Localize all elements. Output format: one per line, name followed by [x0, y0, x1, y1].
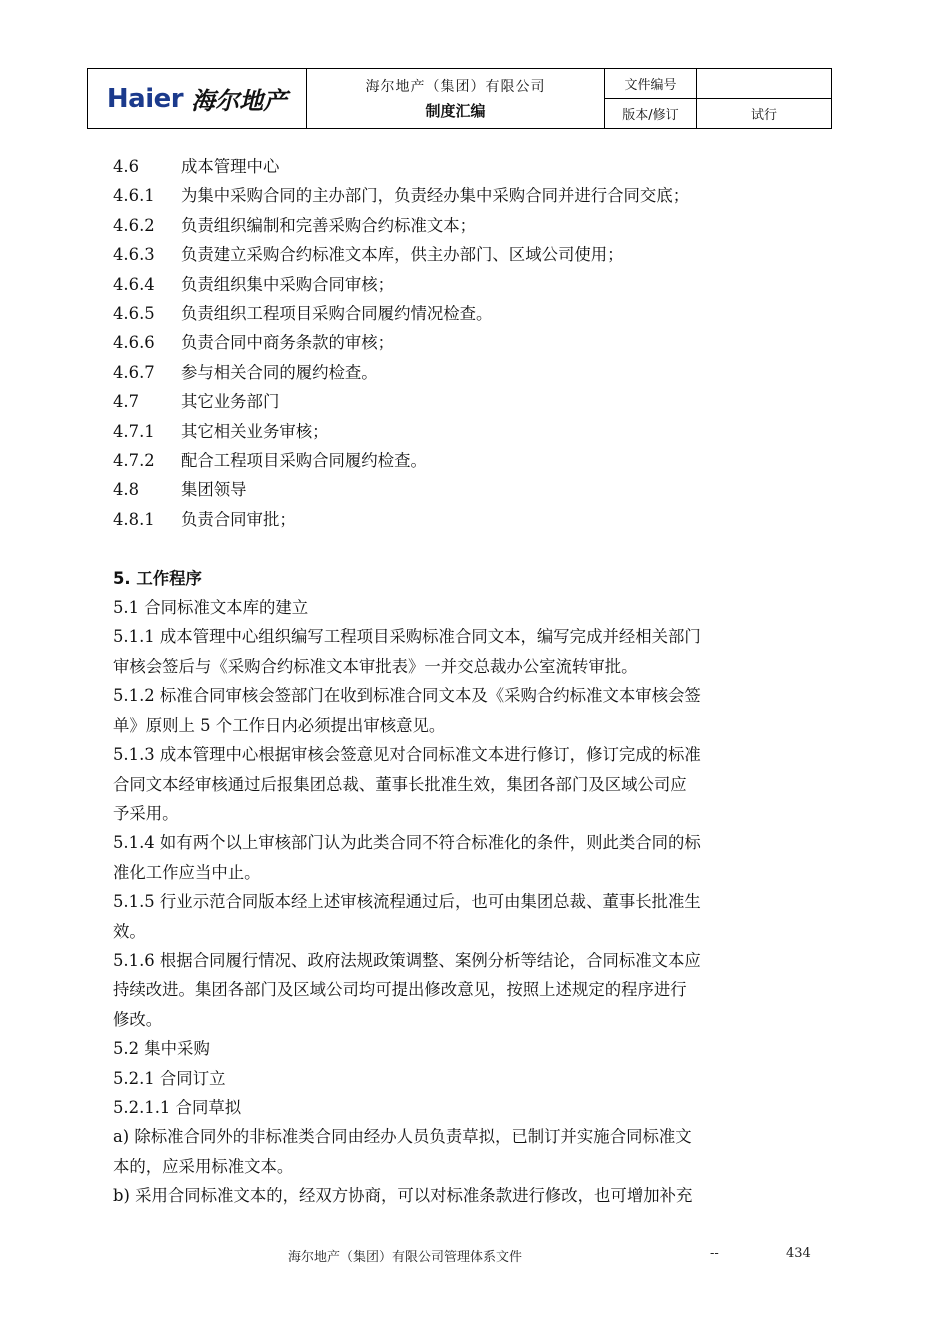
- clause-text: 为集中采购合同的主办部门，负责经办集中采购合同并进行合同交底；: [181, 186, 690, 206]
- logo-chinese: 海尔地产: [191, 87, 288, 115]
- clause-row: [113, 505, 813, 534]
- logo-cell: [88, 69, 307, 129]
- body-line: 5.1.1 成本管理中心组织编写工程项目采购标准合同文本，编写完成并经相关部门: [113, 627, 701, 647]
- clause-row: [113, 181, 813, 210]
- company-cell: [307, 69, 605, 129]
- body-line: 审核会签后与《采购合约标准文本审批表》一并交总裁办公室流转审批。: [113, 656, 638, 676]
- clause-number: 4.6.2: [113, 215, 155, 235]
- clause-text: 参与相关合同的履约检查。: [181, 362, 378, 382]
- clause-number: 4.6.1: [113, 186, 155, 206]
- logo-english: Haier: [106, 83, 184, 114]
- file-number-value: [697, 69, 832, 99]
- clause-text: 其它业务部门: [181, 392, 280, 412]
- clause-number: 4.6.4: [113, 274, 155, 294]
- body-line: a) 除标准合同外的非标准类合同由经办人员负责草拟，已制订并实施合同标准文: [113, 1127, 692, 1147]
- document-header: [87, 68, 832, 129]
- body-line: 本的，应采用标准文本。: [113, 1156, 294, 1176]
- version-value: 试行: [697, 99, 832, 129]
- clause-row: [113, 475, 813, 504]
- clause-number: 4.6.6: [113, 333, 155, 353]
- body-line: 5.2.1.1 合同草拟: [113, 1097, 242, 1117]
- clause-row: [113, 328, 813, 357]
- haier-logo: [88, 81, 306, 116]
- page-number: 434: [786, 1246, 811, 1261]
- clause-text: 负责组织集中采购合同审核；: [181, 274, 395, 294]
- clause-number: 4.6: [113, 157, 140, 176]
- clause-text: 成本管理中心: [181, 157, 280, 176]
- clause-number: 4.7: [113, 392, 140, 412]
- clause-text: 负责组织工程项目采购合同履约情况检查。: [181, 304, 493, 324]
- body-line: 准化工作应当中止。: [113, 862, 261, 882]
- clause-row: [113, 299, 813, 328]
- clause-text: 负责合同审批；: [181, 509, 296, 529]
- body-line: 单》原则上 5 个工作日内必须提出审核意见。: [113, 715, 446, 735]
- body-line: 5.1.5 行业示范合同版本经上述审核流程通过后，也可由集团总裁、董事长批准生: [113, 892, 701, 912]
- document-body: [113, 152, 813, 1211]
- clause-text: 负责建立采购合约标准文本库，供主办部门、区域公司使用；: [181, 245, 624, 265]
- body-line: 修改。: [113, 1009, 163, 1029]
- company-name: 海尔地产（集团）有限公司: [365, 79, 546, 95]
- clause-number: 4.7.1: [113, 421, 155, 441]
- body-line: 5.2.1 合同订立: [113, 1068, 226, 1088]
- body-line: 持续改进。集团各部门及区域公司均可提出修改意见，按照上述规定的程序进行: [113, 980, 687, 1000]
- body-line: 5.1.4 如有两个以上审核部门认为此类合同不符合标准化的条件，则此类合同的标: [113, 833, 701, 853]
- clause-text: 负责组织编制和完善采购合约标准文本；: [181, 215, 477, 235]
- clause-number: 4.8.1: [113, 509, 155, 529]
- clause-number: 4.6.3: [113, 245, 155, 265]
- footer-title: 海尔地产（集团）有限公司管理体系文件: [288, 1250, 523, 1265]
- clause-row: [113, 446, 813, 475]
- clause-row: [113, 211, 813, 240]
- body-line: 效。: [113, 921, 146, 941]
- clause-row: [113, 358, 813, 387]
- body-line: 5.2 集中采购: [113, 1039, 210, 1059]
- file-number-label: 文件编号: [605, 69, 697, 99]
- body-line: 5.1.3 成本管理中心根据审核会签意见对合同标准文本进行修订，修订完成的标准: [113, 745, 701, 765]
- clause-number: 4.6.5: [113, 304, 155, 324]
- clause-number: 4.6.7: [113, 362, 155, 382]
- clause-row: [113, 270, 813, 299]
- clause-text: 集团领导: [181, 480, 247, 500]
- body-line: 5.1.2 标准合同审核会签部门在收到标准合同文本及《采购合约标准文本审核会签: [113, 686, 701, 706]
- clause-number: 4.8: [113, 480, 140, 500]
- body-line: 予采用。: [113, 803, 179, 823]
- clause-row: [113, 152, 813, 181]
- clause-row: [113, 240, 813, 269]
- document-subtitle: 制度汇编: [425, 102, 486, 120]
- body-line: b) 采用合同标准文本的，经双方协商，可以对标准条款进行修改，也可增加补充: [113, 1186, 693, 1206]
- clause-text: 配合工程项目采购合同履约检查。: [181, 451, 427, 471]
- version-label: 版本/修订: [605, 99, 697, 129]
- clause-text: 其它相关业务审核；: [181, 421, 329, 441]
- body-line: 5.1 合同标准文本库的建立: [113, 598, 309, 618]
- clause-row: [113, 387, 813, 416]
- clause-row: [113, 417, 813, 446]
- clause-text: 负责合同中商务条款的审核；: [181, 333, 395, 353]
- body-line: 5.1.6 根据合同履行情况、政府法规政策调整、案例分析等结论，合同标准文本应: [113, 950, 701, 970]
- section-title: 5. 工作程序: [113, 568, 202, 588]
- body-line: 合同文本经审核通过后报集团总裁、董事长批准生效，集团各部门及区域公司应: [113, 774, 687, 794]
- footer-separator: --: [710, 1246, 719, 1261]
- clause-number: 4.7.2: [113, 451, 155, 471]
